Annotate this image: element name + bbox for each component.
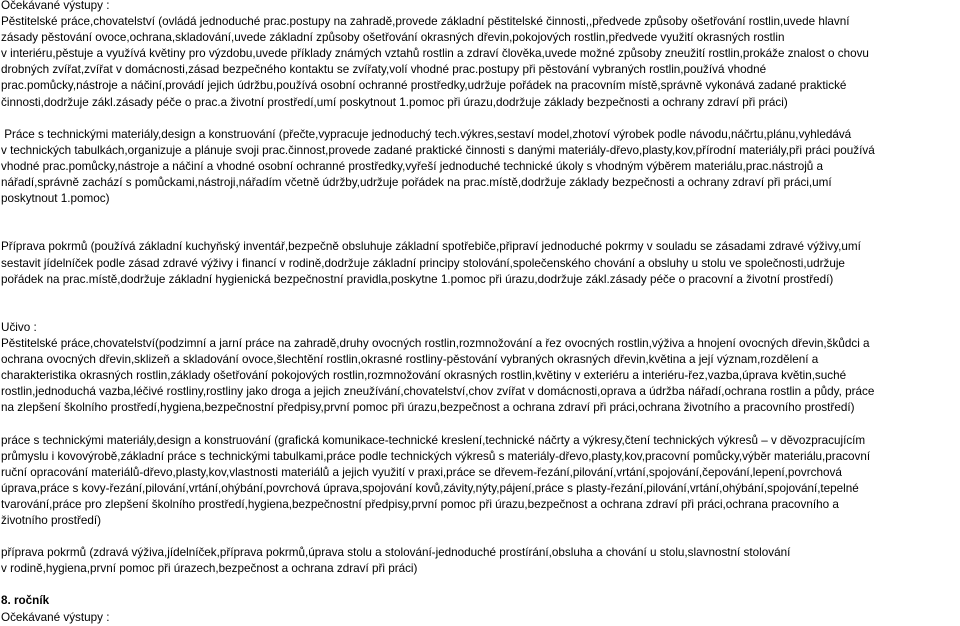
spacer (1, 207, 959, 223)
paragraph-line: Pěstitelské práce,chovatelství(podzimní a jarní práce na zahradě,druhy ovocných rostlin,rozmnožování a řez ovocných rostlin,výživa a hnojení ovocných dřevin,škůdci a (1, 336, 870, 350)
paragraph-line: životního prostředí) (1, 514, 102, 527)
paragraph-line: Práce s technickými materiály,design a konstruování (přečte,vypracuje jednoduchý tech.výkres,sestaví model,zhotoví výrobek podle návodu,náčrtu,plánu,vyhledává (1, 127, 852, 141)
section-heading: Očekávané výstupy : (1, 0, 110, 12)
section-expected-outputs (1, 0, 959, 111)
paragraph-line: tvarování,práce pro zlepšení školního prostředí,hygiena,bezpečnostní předpisy,první pomoc při úrazu,bezpečnost a ochrana zdraví při práci,ochrana pracovního a (1, 497, 839, 511)
paragraph-line: průmyslu i kovovýrobě,základní práce s technickými tabulkami,práce podle technických výkresů s materiály-dřevo,plasty,kov,pracovní pomůcky,výběr materiálu,pracovní (1, 449, 871, 463)
spacer (1, 111, 959, 127)
paragraph-line: v rodině,hygiena,první pomoc při úrazech,bezpečnost a ochrana zdraví při práci) (1, 562, 418, 576)
paragraph-line: práce s technickými materiály,design a konstruování (grafická komunikace-technické kreslení,technické náčrty a výkresy,čtení technických výkresů – v děvozpracujícím (1, 433, 866, 447)
paragraph-line: rostlin,jednoduchá vazba,léčivé rostliny,rostliny jako droga a jejich zneužívání,chovatelství,chov zvířat v domácnosti,oprava a údržba nářadí,ochrana rostlin a půdy, práce (1, 385, 875, 399)
paragraph-line: charakteristika okrasných rostlin,základy ošetřování pokojových rostlin,rozmnožování okrasných rostlin,květiny v exteriéru a interiéru-řez,vazba,úprava květin,suché (1, 369, 847, 383)
paragraph-line: v interiéru,pěstuje a využívá květiny pro výzdobu,uvede příklady známých vztahů rostlin a zdraví člověka,uvede možné způsoby zneužití rostlin,prokáže znalost o chovu (1, 47, 869, 61)
spacer (1, 304, 959, 320)
paragraph-line: sestavit jídelníček podle zásad zdravé výživy i financí v rodině,dodržuje základní principy stolování,společenského chování a obsluhy u stolu ve společnosti,udržuje (1, 256, 845, 270)
paragraph-line: činnosti,dodržuje zákl.zásady péče o prac.a životní prostředí,umí poskytnout 1.pomoc při úrazu,dodržuje základy bezpečnosti a ochrany zdraví při práci) (1, 95, 788, 109)
paragraph-line: příprava pokrmů (zdravá výživa,jídelníček,příprava pokrmů,úprava stolu a stolování-jednoduché prostírání,obsluha a chování u stolu,slavnostní stolování (1, 546, 791, 560)
grade-heading: 8. ročník (1, 594, 50, 608)
section-curriculum (1, 320, 959, 417)
paragraph-line: poskytnout 1.pomoc) (1, 192, 110, 206)
spacer (1, 529, 959, 545)
paragraph-line: ruční opracování materiálů-dřevo,plasty,kov,vlastnosti materiálů a jejich využití v praxi,práce se dřevem-řezání,pilování,vrtání,spojování,čepování,lepení,povrchová (1, 465, 842, 479)
paragraph-line: pořádek na prac.místě,dodržuje základní hygienická bezpečnostní pravidla,poskytne 1.pomoc při úrazu,dodržuje zákl.zásady péče o pracovní a životní prostředí) (1, 272, 834, 286)
paragraph-line: ochrana ovocných dřevin,sklizeň a skladování ovoce,šlechtění rostlin,okrasné rostliny-pěstování vybraných okrasných dřevin,květina a její význam,rozdělení a (1, 353, 819, 367)
paragraph-line: Pěstitelské práce,chovatelství (ovládá jednoduché prac.postupy na zahradě,provede základní pěstitelské činnosti,,předvede způsoby ošetřování rostlin,uvede hlavní (1, 15, 850, 29)
paragraph-line: vhodné prac.pomůcky,nástroje a náčiní a vhodné osobní ochranné prostředky,vyřeší jednoduché technické úkoly s vhodným výběrem materiálu,prac.nástrojů a (1, 159, 824, 173)
section-curriculum-food (1, 545, 959, 577)
paragraph-line: na zlepšení školního prostředí,hygiena,bezpečnostní předpisy,první pomoc při úrazu,bezpečnost a ochrana zdraví při práci,ochrana životního a pracovního prostředí) (1, 401, 855, 415)
paragraph-line: v technických tabulkách,organizuje a plánuje svoji prac.činnost,provede zadané praktické činnosti s danými materiály-dřevo,plasty,kov,přírodní materiály,při práci používá (1, 143, 875, 157)
paragraph-line: nářadí,správně zachází s pomůckami,nástroji,nářadím včetně údržby,udržuje pořádek na prac.místě,dodržuje základy bezpečnosti a ochrany zdraví při práci,umí (1, 176, 832, 190)
paragraph-line: prac.pomůcky,nástroje a náčiní,provádí jejich údržbu,používá osobní ochranné prostředky,udržuje pořádek na pracovním místě,správně vykonává zadané praktické (1, 79, 847, 93)
paragraph-line: úprava,práce s kovy-řezání,pilování,vrtání,ohýbání,povrchová úprava,spojování kovů,závity,nýty,pájení,práce s plasty-řezání,pilování,vrtání,ohýbání,spojování,tepelné (1, 481, 859, 495)
spacer (1, 223, 959, 239)
section-heading: Učivo : (1, 320, 37, 334)
paragraph-line: zásady pěstování ovoce,ochrana,skladování,uvede základní způsoby ošetřování okrasných dřevin,pokojových rostlin,předvede využití okrasných rostlin (1, 31, 785, 45)
section-food-preparation (1, 239, 959, 287)
paragraph-line: drobných zvířat,zvířat v domácnosti,zásad bezpečného kontaktu se zvířaty,volí vhodné prac.postupy při pěstování vybraných rostlin,používá vhodné (1, 63, 767, 77)
section-curriculum-technical (1, 433, 959, 530)
spacer (1, 416, 959, 432)
paragraph-line: Příprava pokrmů (používá základní kuchyňský inventář,bezpečně obsluhuje základní spotřebiče,připraví jednoduché pokrmy v souladu se zásadami zdravé výživy,umí (1, 240, 861, 254)
section-technical-materials (1, 127, 959, 207)
section-grade-8 (1, 593, 959, 625)
spacer (1, 577, 959, 593)
spacer (1, 288, 959, 304)
section-heading: Očekávané výstupy : (1, 610, 110, 624)
